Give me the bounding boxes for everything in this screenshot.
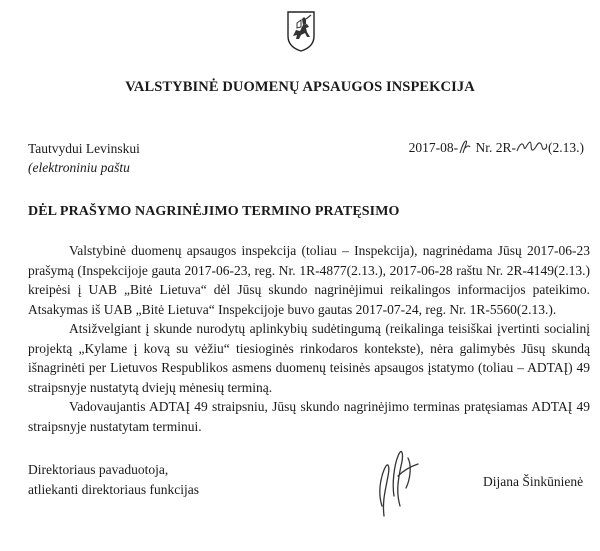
letter-body (28, 241, 590, 436)
body-paragraph: Atsižvelgiant į skunde nurodytų aplinkybių sudėtingumą (reikalinga teisiškai įvertinti socialinį projektą „Kylame į kovą su vėžiu“ tiesioginės rinkodaros kontekste), nėra galimybės Jūsų skundą išnagrinėti per Lietuvos Respublikos asmens duomenų teisinės apsaugos įstatymo (toliau – ADTAĮ) 49 straipsnyje nustatytą dviejų mėnesių terminą. (28, 321, 590, 395)
handwritten-signature (368, 436, 428, 522)
body-paragraph: Vadovaujantis ADTAĮ 49 straipsniu, Jūsų skundo nagrinėjimo terminas pratęsiamas ADTAĮ 49 straipsnyje nustatytam terminui. (28, 399, 590, 434)
lithuanian-coat-of-arms-icon (286, 10, 316, 52)
signatory-title-line2: atliekanti direktoriaus funkcijas (28, 481, 199, 497)
recipient-block (28, 139, 140, 177)
letter-subject: DĖL PRAŠYMO NAGRINĖJIMO TERMINO PRATĘSIMO (28, 204, 400, 219)
body-paragraph: Valstybinė duomenų apsaugos inspekcija (toliau – Inspekcija), nagrinėdama Jūsų 2017-06-23 prašymą (Inspekcijoje gauta 2017-06-23, reg. Nr. 1R-4877(2.13.), 2017-06-28 raštu Nr. 2R-4149(2.13.) kreipėsi į UAB „Bitė Lietuva“ dėl Jūsų skundo nagrinėjimui reikalingos informacijos pateikimo. Atsakymas iš UAB „Bitė Lietuva“ Inspekcijoje buvo gautas 2017-07-24, reg. Nr. 1R-5560(2.13.). (28, 243, 590, 317)
reference-date: 2017-08- (408, 140, 459, 155)
reference-suffix: (2.13.) (548, 140, 584, 155)
signatory-name: Dijana Šinkūnienė (483, 474, 584, 489)
handwritten-date-mark (458, 139, 472, 155)
delivery-method: (elektroniniu paštu (28, 160, 130, 175)
reference-number-label: Nr. 2R- (475, 140, 516, 155)
agency-name: VALSTYBINĖ DUOMENŲ APSAUGOS INSPEKCIJA (125, 79, 475, 95)
signatory-title (28, 460, 199, 499)
signatory-title-line1: Direktoriaus pavaduotoja, (28, 462, 169, 477)
letter-reference (409, 139, 584, 156)
handwritten-number-mark (516, 139, 548, 155)
recipient-name: Tautvydui Levinskui (28, 141, 140, 156)
